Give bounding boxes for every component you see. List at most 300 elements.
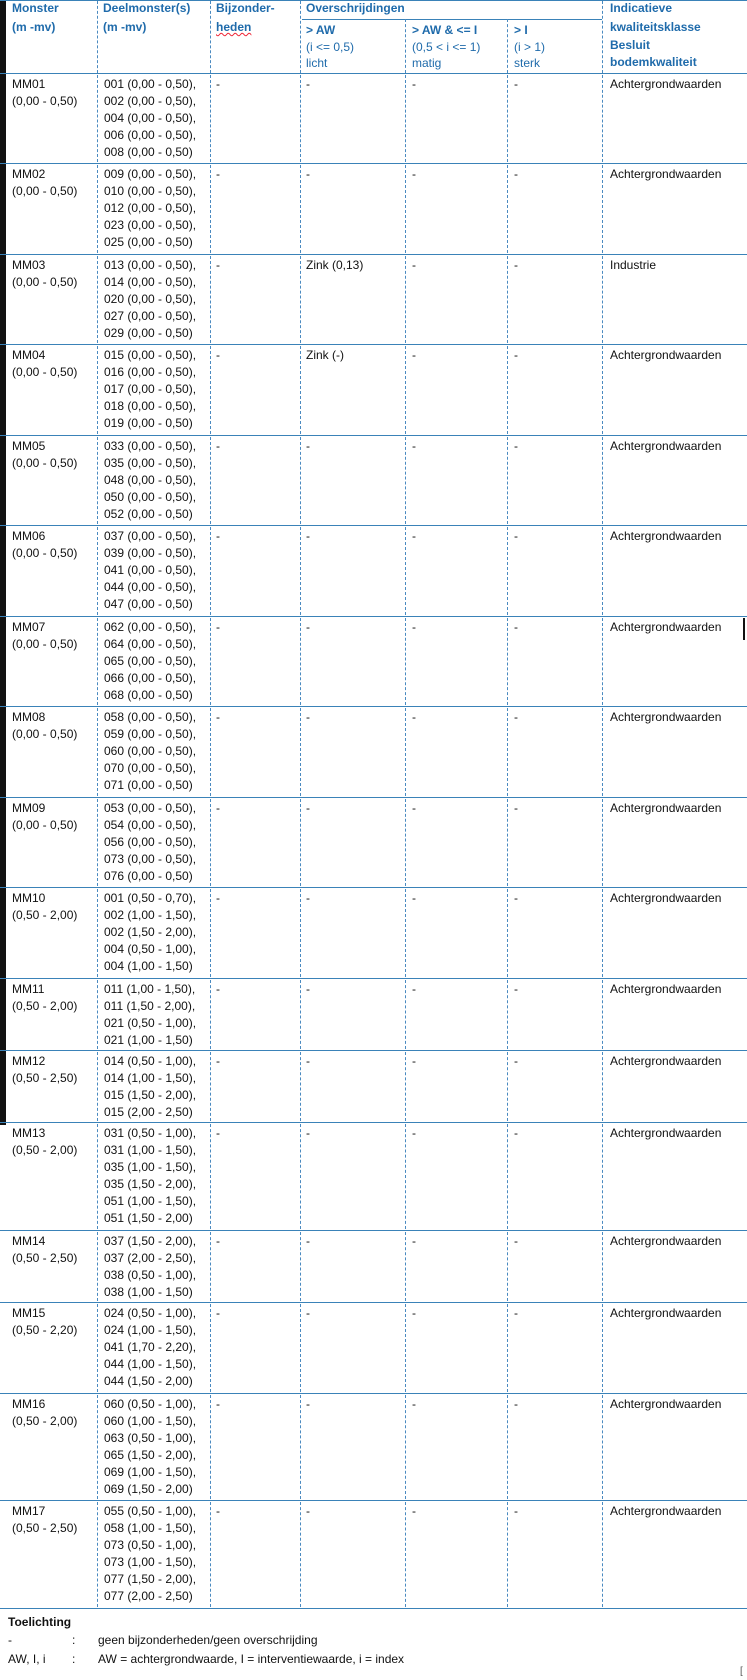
i-value: - [514,348,518,362]
bijzonderheden-value: - [216,1306,220,1320]
left-edge-bar [0,0,6,1125]
subsample: 024 (1,00 - 1,50), [104,1323,197,1337]
bijzonderheden-value: - [216,801,220,815]
sample-depth: (0,50 - 2,50) [12,1521,78,1535]
subsample: 009 (0,00 - 0,50), [104,167,197,181]
row-rule [0,1302,747,1303]
subsample: 012 (0,00 - 0,50), [104,201,197,215]
column-divider [300,437,301,524]
row-rule [0,254,747,255]
header-i-label: sterk [514,56,541,70]
column-divider [210,980,211,1049]
subsample: 076 (0,00 - 0,50) [104,869,193,883]
header-klasse-1: Indicatieve [610,1,673,15]
subsample: 010 (0,00 - 0,50), [104,184,197,198]
subsample: 014 (0,50 - 1,00), [104,1054,197,1068]
column-divider [210,799,211,886]
column-divider [210,75,211,162]
column-divider [405,618,406,705]
overschrijdingen-rule [302,19,602,20]
column-divider [97,75,98,162]
i-value: - [514,982,518,996]
i-value: - [514,891,518,905]
column-divider [602,75,603,162]
column-divider [300,1232,301,1301]
column-divider [602,1232,603,1301]
column-divider [210,1052,211,1121]
bijzonderheden-value: - [216,1397,220,1411]
column-divider [210,165,211,253]
sample-id: MM07 [12,620,46,634]
subsample: 021 (0,50 - 1,00), [104,1016,197,1030]
sample-id: MM13 [12,1126,46,1140]
column-divider [602,437,603,524]
sample-depth: (0,00 - 0,50) [12,365,78,379]
column-divider [507,437,508,524]
header-deelmonster-unit: (m -mv) [103,20,147,34]
subsample: 062 (0,00 - 0,50), [104,620,197,634]
column-divider [97,618,98,705]
subsample: 013 (0,00 - 0,50), [104,258,197,272]
subsample: 035 (1,00 - 1,50), [104,1160,197,1174]
column-divider [602,165,603,253]
sample-depth: (0,50 - 2,00) [12,1414,78,1428]
subsample: 041 (0,00 - 0,50), [104,563,197,577]
column-divider [210,618,211,705]
kwaliteitsklasse-value: Achtergrondwaarden [610,620,722,634]
subsample: 031 (0,50 - 1,00), [104,1126,197,1140]
column-divider [300,346,301,434]
header-overschrijdingen: Overschrijdingen [306,1,405,15]
header-divider [405,19,406,73]
subsample: 001 (0,50 - 0,70), [104,891,197,905]
subsample: 031 (1,00 - 1,50), [104,1143,197,1157]
bijzonderheden-value: - [216,982,220,996]
subsample: 029 (0,00 - 0,50) [104,326,193,340]
sample-id: MM10 [12,891,46,905]
subsample: 044 (0,00 - 0,50), [104,580,197,594]
bijzonderheden-value: - [216,77,220,91]
column-divider [602,708,603,796]
sample-depth: (0,00 - 0,50) [12,727,78,741]
column-divider [210,1395,211,1499]
column-divider [602,889,603,977]
column-divider [602,1304,603,1392]
i-value: - [514,167,518,181]
column-divider [602,1052,603,1121]
subsample: 002 (1,00 - 1,50), [104,908,197,922]
legend-key: AW, I, i [8,1652,46,1666]
column-divider [507,165,508,253]
column-divider [97,1304,98,1392]
column-divider [210,1304,211,1392]
aw-value: - [306,1234,310,1248]
header-aw-i: > AW & <= I [412,23,478,37]
row-rule [0,1393,747,1394]
column-divider [405,1395,406,1499]
subsample: 015 (1,50 - 2,00), [104,1088,197,1102]
subsample: 039 (0,00 - 0,50), [104,546,197,560]
aw-value: - [306,710,310,724]
column-divider [300,1502,301,1607]
i-value: - [514,1054,518,1068]
sample-id: MM14 [12,1234,46,1248]
sample-depth: (0,00 - 0,50) [12,275,78,289]
aw-i-value: - [412,801,416,815]
header-divider [210,1,211,73]
aw-i-value: - [412,620,416,634]
column-divider [405,437,406,524]
column-divider [300,1395,301,1499]
subsample: 002 (0,00 - 0,50), [104,94,197,108]
i-value: - [514,1306,518,1320]
kwaliteitsklasse-value: Achtergrondwaarden [610,167,722,181]
kwaliteitsklasse-value: Achtergrondwaarden [610,710,722,724]
aw-value: - [306,1054,310,1068]
subsample: 011 (1,50 - 2,00), [104,999,196,1013]
column-divider [97,889,98,977]
kwaliteitsklasse-value: Achtergrondwaarden [610,77,722,91]
i-value: - [514,1397,518,1411]
header-i-range: (i > 1) [514,40,546,54]
aw-value: Zink (0,13) [306,258,364,272]
column-divider [210,256,211,343]
column-divider [602,980,603,1049]
row-rule [0,706,747,707]
subsample: 001 (0,00 - 0,50), [104,77,197,91]
column-divider [97,799,98,886]
kwaliteitsklasse-value: Achtergrondwaarden [610,891,722,905]
sample-id: MM16 [12,1397,46,1411]
header-divider [300,1,301,73]
kwaliteitsklasse-value: Achtergrondwaarden [610,529,722,543]
sample-id: MM02 [12,167,46,181]
sample-depth: (0,50 - 2,50) [12,1251,78,1265]
bijzonderheden-value: - [216,710,220,724]
subsample: 035 (1,50 - 2,00), [104,1177,197,1191]
column-divider [97,165,98,253]
subsample: 060 (0,50 - 1,00), [104,1397,197,1411]
subsample: 056 (0,00 - 0,50), [104,835,197,849]
subsample: 004 (0,50 - 1,00), [104,942,197,956]
subsample: 059 (0,00 - 0,50), [104,727,197,741]
column-divider [210,527,211,615]
aw-i-value: - [412,1306,416,1320]
column-divider [210,889,211,977]
sample-id: MM09 [12,801,46,815]
row-rule [0,1050,747,1051]
column-divider [97,1232,98,1301]
subsample: 027 (0,00 - 0,50), [104,309,197,323]
kwaliteitsklasse-value: Achtergrondwaarden [610,1397,722,1411]
row-rule [0,887,747,888]
sample-depth: (0,00 - 0,50) [12,546,78,560]
aw-i-value: - [412,1054,416,1068]
subsample: 017 (0,00 - 0,50), [104,382,197,396]
sample-id: MM08 [12,710,46,724]
column-divider [210,1502,211,1607]
sample-depth: (0,00 - 0,50) [12,184,78,198]
column-divider [97,1124,98,1229]
i-value: - [514,801,518,815]
subsample: 054 (0,00 - 0,50), [104,818,197,832]
column-divider [300,708,301,796]
column-divider [300,889,301,977]
i-value: - [514,710,518,724]
column-divider [602,618,603,705]
header-klasse-2: kwaliteitsklasse [610,20,701,34]
aw-i-value: - [412,1234,416,1248]
column-divider [507,1395,508,1499]
row-rule [0,978,747,979]
legend-key: - [8,1633,12,1647]
subsample: 065 (1,50 - 2,00), [104,1448,197,1462]
kwaliteitsklasse-value: Achtergrondwaarden [610,1306,722,1320]
subsample: 011 (1,00 - 1,50), [104,982,196,996]
aw-value: - [306,1126,310,1140]
legend-separator: : [72,1633,76,1647]
header-divider [97,1,98,73]
subsample: 058 (0,00 - 0,50), [104,710,197,724]
row-rule [0,1122,747,1123]
sample-id: MM06 [12,529,46,543]
subsample: 041 (1,70 - 2,20), [104,1340,197,1354]
subsample: 069 (1,00 - 1,50), [104,1465,197,1479]
column-divider [602,1395,603,1499]
subsample: 035 (0,00 - 0,50), [104,456,197,470]
column-divider [300,618,301,705]
row-rule [0,1608,747,1609]
column-divider [507,1304,508,1392]
bijzonderheden-value: - [216,620,220,634]
subsample: 073 (0,50 - 1,00), [104,1538,197,1552]
subsample: 008 (0,00 - 0,50) [104,145,193,159]
row-rule [0,435,747,436]
aw-i-value: - [412,77,416,91]
column-divider [210,346,211,434]
header-i: > I [514,23,528,37]
aw-i-value: - [412,1397,416,1411]
kwaliteitsklasse-value: Achtergrondwaarden [610,348,722,362]
column-divider [210,708,211,796]
subsample: 014 (0,00 - 0,50), [104,275,197,289]
aw-value: - [306,167,310,181]
subsample: 037 (0,00 - 0,50), [104,529,197,543]
column-divider [405,799,406,886]
column-divider [405,75,406,162]
legend-text: AW = achtergrondwaarde, I = interventiewaarde, i = index [98,1652,405,1666]
subsample: 033 (0,00 - 0,50), [104,439,197,453]
column-divider [602,799,603,886]
i-value: - [514,1126,518,1140]
subsample: 006 (0,00 - 0,50), [104,128,197,142]
column-divider [97,346,98,434]
bijzonderheden-value: - [216,529,220,543]
aw-value: - [306,620,310,634]
sample-depth: (0,50 - 2,50) [12,1071,78,1085]
column-divider [97,1395,98,1499]
column-divider [97,980,98,1049]
subsample: 066 (0,00 - 0,50), [104,671,197,685]
subsample: 055 (0,50 - 1,00), [104,1504,197,1518]
subsample: 071 (0,00 - 0,50) [104,778,193,792]
column-divider [405,1304,406,1392]
i-value: - [514,620,518,634]
sample-depth: (0,50 - 2,00) [12,908,78,922]
sample-depth: (0,50 - 2,00) [12,1143,78,1157]
column-divider [97,527,98,615]
column-divider [97,437,98,524]
column-divider [507,256,508,343]
sample-id: MM17 [12,1504,46,1518]
column-divider [97,1502,98,1607]
aw-value: Zink (-) [306,348,344,362]
row-rule [0,797,747,798]
sample-depth: (0,00 - 0,50) [12,456,78,470]
aw-value: - [306,77,310,91]
row-rule [0,1230,747,1231]
sample-depth: (0,00 - 0,50) [12,94,78,108]
column-divider [602,1124,603,1229]
subsample: 047 (0,00 - 0,50) [104,597,193,611]
subsample: 053 (0,00 - 0,50), [104,801,197,815]
row-rule [0,163,747,164]
bijzonderheden-value: - [216,439,220,453]
column-divider [507,1502,508,1607]
aw-value: - [306,801,310,815]
legend-text: geen bijzonderheden/geen overschrijding [98,1633,318,1647]
aw-value: - [306,439,310,453]
header-bottom-rule [0,73,747,74]
bijzonderheden-value: - [216,258,220,272]
header-aw-i-label: matig [412,56,442,70]
i-value: - [514,1504,518,1518]
column-divider [405,708,406,796]
subsample: 064 (0,00 - 0,50), [104,637,197,651]
column-divider [300,799,301,886]
column-divider [507,527,508,615]
subsample: 014 (1,00 - 1,50), [104,1071,197,1085]
subsample: 037 (1,50 - 2,00), [104,1234,197,1248]
aw-value: - [306,982,310,996]
sample-depth: (0,50 - 2,20) [12,1323,78,1337]
subsample: 019 (0,00 - 0,50) [104,416,193,430]
column-divider [300,75,301,162]
header-top-rule [0,0,747,1]
subsample: 069 (1,50 - 2,00) [104,1482,193,1496]
sample-id: MM04 [12,348,46,362]
subsample: 016 (0,00 - 0,50), [104,365,197,379]
column-divider [405,527,406,615]
subsample: 044 (1,50 - 2,00) [104,1374,193,1388]
subsample: 015 (0,00 - 0,50), [104,348,197,362]
header-monster-unit: (m -mv) [12,20,56,34]
subsample: 004 (1,00 - 1,50) [104,959,193,973]
subsample: 048 (0,00 - 0,50), [104,473,197,487]
i-value: - [514,439,518,453]
aw-i-value: - [412,710,416,724]
legend-separator: : [72,1652,76,1666]
header-aw: > AW [306,23,336,37]
i-value: - [514,258,518,272]
subsample: 077 (2,00 - 2,50) [104,1589,193,1603]
column-divider [507,799,508,886]
bijzonderheden-value: - [216,1126,220,1140]
subsample: 052 (0,00 - 0,50) [104,507,193,521]
column-divider [405,980,406,1049]
column-divider [602,256,603,343]
kwaliteitsklasse-value: Achtergrondwaarden [610,1054,722,1068]
aw-i-value: - [412,439,416,453]
subsample: 002 (1,50 - 2,00), [104,925,197,939]
column-divider [507,1124,508,1229]
page-marker: [ [740,1666,743,1677]
header-bijzonderheden-1: Bijzonder- [216,1,275,15]
column-divider [405,889,406,977]
header-aw-i-range: (0,5 < i <= 1) [412,40,481,54]
column-divider [507,708,508,796]
row-rule [0,344,747,345]
header-bijzonderheden-2: heden [216,20,252,34]
aw-i-value: - [412,982,416,996]
subsample: 025 (0,00 - 0,50) [104,235,193,249]
bijzonderheden-value: - [216,891,220,905]
aw-i-value: - [412,1504,416,1518]
sample-depth: (0,50 - 2,00) [12,999,78,1013]
subsample: 038 (0,50 - 1,00), [104,1268,197,1282]
kwaliteitsklasse-value: Achtergrondwaarden [610,801,722,815]
aw-value: - [306,1504,310,1518]
bijzonderheden-value: - [216,1504,220,1518]
column-divider [405,1232,406,1301]
aw-i-value: - [412,891,416,905]
subsample: 070 (0,00 - 0,50), [104,761,197,775]
header-aw-range: (i <= 0,5) [306,40,355,54]
sample-id: MM12 [12,1054,46,1068]
row-rule [0,525,747,526]
sample-id: MM11 [12,982,45,996]
column-divider [405,1502,406,1607]
subsample: 065 (0,00 - 0,50), [104,654,197,668]
column-divider [300,165,301,253]
aw-value: - [306,891,310,905]
column-divider [507,346,508,434]
column-divider [210,1232,211,1301]
column-divider [210,437,211,524]
subsample: 060 (0,00 - 0,50), [104,744,197,758]
column-divider [405,1052,406,1121]
subsample: 015 (2,00 - 2,50) [104,1105,193,1119]
sample-id: MM05 [12,439,46,453]
column-divider [300,1052,301,1121]
bijzonderheden-value: - [216,348,220,362]
column-divider [602,1502,603,1607]
header-deelmonster: Deelmonster(s) [103,1,191,15]
column-divider [507,1052,508,1121]
subsample: 004 (0,00 - 0,50), [104,111,197,125]
column-divider [300,980,301,1049]
column-divider [300,1124,301,1229]
column-divider [507,618,508,705]
header-klasse-4: bodemkwaliteit [610,55,697,69]
subsample: 068 (0,00 - 0,50) [104,688,193,702]
subsample: 073 (1,00 - 1,50), [104,1555,197,1569]
column-divider [300,256,301,343]
sample-depth: (0,00 - 0,50) [12,637,78,651]
column-divider [405,346,406,434]
kwaliteitsklasse-value: Achtergrondwaarden [610,1126,722,1140]
kwaliteitsklasse-value: Achtergrondwaarden [610,439,722,453]
